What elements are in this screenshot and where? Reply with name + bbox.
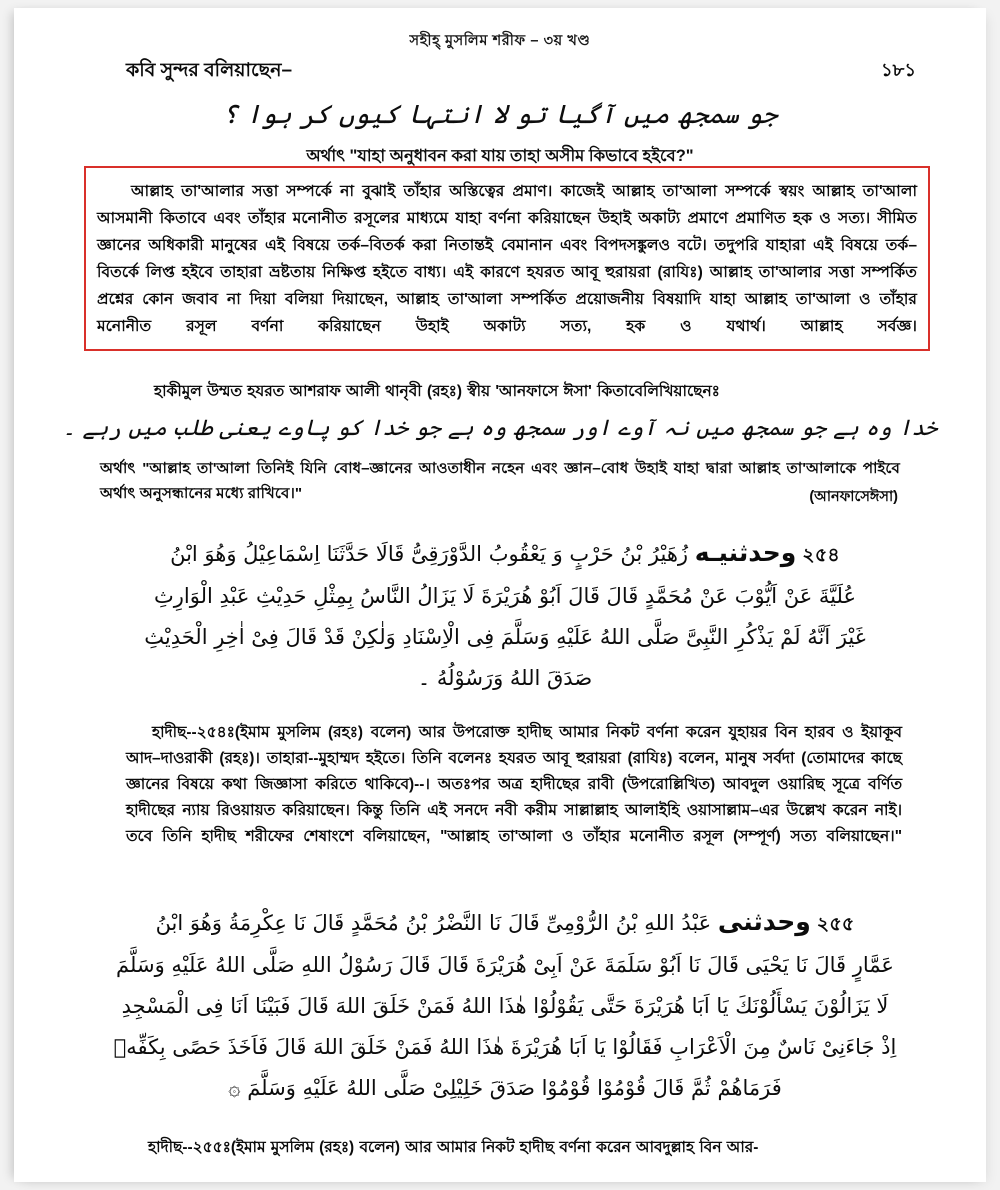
- thanvi-intro-paragraph: হাকীমুল উম্মত হযরত আশরাফ আলী থানৃবী (রহঃ) স্বীয় 'আনফাসে ঈসা' কিতাবেলিখিয়াছেনঃ: [154, 383, 720, 400]
- hadith-255-translation-text: (ইমাম মুসলিম (রহঃ) বলেন) আর আমার নিকট হাদীছ বর্ণনা করেন আবদুল্লাহ বিন আর-: [230, 1139, 759, 1156]
- hadith-number-255: ২৫৫: [816, 914, 855, 935]
- arabic-hadith-block-255: [110, 901, 900, 1109]
- arabic-line: [110, 1068, 900, 1109]
- page-scan-content: [14, 8, 986, 1182]
- running-head: সহীহ্ মুসলিম শরীফ – ৩য় খণ্ড: [409, 33, 591, 49]
- hadith-254-translation-text: (ইমাম মুসলিম (রহঃ) বলেন) আর উপরোক্ত হাদীছ আমার নিকট বর্ণনা করেন যুহায়র বিন হারব ও ইয়াকূব আদ–দাওরাকী (রহঃ)। তাহারা--মুহাম্মদ হইতে। তিনি বলেনঃ হযরত আবূ হুরায়রা (রাযিঃ) বলেন, মানুষ সর্বদা (তোমাদের কাছে জ্ঞানের বিষয়ে কথা জিজ্ঞাসা করিতে থাকিবে)--। অতঃপর অত্র হাদীছের রাবী (উপরোল্লিখিত) আবদুল ওয়ারিছ সূত্রে বর্ণিত হাদীছের ন্যায় রিওয়ায়ত করিয়াছেন। কিন্তু তিনি এই সনদে নবী করীম সাল্লাল্লাহ আলাইহি ওয়াসাল্লাম–এর উল্লেখ করেন নাই। তবে তিনি হাদীছ শরীফের শেষাংশে বলিয়াছেন, "আল্লাহ তা'আলা ও তাঁহার মনোনীত রসূল (সম্পূর্ণ) সত্য বলিয়াছেন।": [126, 724, 903, 845]
- scanned-page-sheet: [14, 8, 986, 1182]
- urdu-couplet-secondary-gloss: অর্থাৎ "আল্লাহ তা'আলা তিনিই যিনি বোধ–জ্ঞানের আওতাধীন নহেন এবং জ্ঞান–বোধ উহাই যাহা দ্বারা আল্লাহ তা'আলাকে পাইবে অর্থাৎ অনুসন্ধানের মধ্যে রাখিবে।": [100, 460, 900, 502]
- arabic-line: [110, 658, 900, 699]
- arabic-line: [110, 945, 900, 986]
- arabic-text: لَا يَزَالُوْنَ يَسْأَلُوْنَكَ يَا اَبَا هُرَيْرَةَ حَتَّى يَقُوْلُوْا هٰذَا اللهُ فَمَنْ خَلَقَ اللهَ قَالَ فَبَيْنَا اَنَا فِى الْمَسْجِدِ: [121, 994, 889, 1018]
- arabic-text: عُلَيَّةَ عَنْ اَيُّوْبَ عَنْ مُحَمَّدٍ قَالَ قَالَ اَبُوْ هُرَيْرَةَ لَا يَزَالُ النَّاسُ بِمِثْلِ حَدِيْثِ عَبْدِ الْوَارِثِ: [153, 584, 857, 608]
- arabic-line: [110, 532, 900, 576]
- arabic-text: اِذْ جَاءَنِىْ نَاسٌ مِنَ الْاَعْرَابِ فَقَالُوْا يَا اَبَا هُرَيْرَةَ هٰذَا اللهُ فَمَنْ خَلَقَ اللهَ قَالَ فَاَخَذَ حَصًى بِكَفِّهٖ: [113, 1035, 897, 1059]
- arabic-text: فَرَمَاهُمْ ثُمَّ قَالَ قُوْمُوْا قُوْمُوْا صَدَقَ خَلِيْلِىْ صَلَّى اللهُ عَلَيْهِ وَسَلَّمَ ۞: [228, 1076, 782, 1100]
- headline-row: [126, 56, 916, 88]
- hadith-number-254: ২৫৪: [802, 545, 840, 566]
- arabic-text: عَبْدُ اللهِ بْنُ الرُّوْمِىِّ قَالَ نَا النَّضْرُ بْنُ مُحَمَّدٍ قَالَ نَا عِكْرِمَةُ وَهُوَ ابْنُ: [155, 911, 712, 935]
- headline-lead-text: কবি সুন্দর বলিয়াছেন–: [126, 60, 293, 81]
- arabic-text: غَيْرَ اَنَّهُ لَمْ يَذْكُرِ النَّبِىَّ صَلَّى اللهُ عَلَيْهِ وَسَلَّمَ فِى الْاِسْنَادِ وَلٰكِنْ قَدْ قَالَ فِىْ اٰخِرِ الْحَدِيْثِ: [144, 625, 866, 649]
- source-citation: (আনফাসেঈসা): [809, 489, 898, 505]
- arabic-text: صَدَقَ اللهُ وَرَسُوْلُهُ ۔: [417, 666, 593, 690]
- hadith-254-translation-paragraph: [126, 720, 902, 850]
- urdu-couplet-primary-gloss: অর্থাৎ "যাহা অনুধাবন করা যায় তাহা অসীম কিভাবে হইবে?": [306, 147, 694, 165]
- arabic-line: [110, 986, 900, 1027]
- arabic-text: عَمَّارٍ قَالَ نَا يَحْيَى قَالَ نَا اَبُوْ سَلَمَةَ عَنْ اَبِىْ هُرَيْرَةَ قَالَ قَالَ رَسُوْلُ اللهِ صَلَّى اللهُ عَلَيْهِ وَسَلَّمَ: [116, 953, 894, 977]
- arabic-line: [110, 1027, 900, 1068]
- highlight-box-paragraph: আল্লাহ তা'আলার সত্তা সম্পর্কে না বুঝাই তাঁহার অস্তিত্বের প্রমাণ। কাজেই আল্লাহ তা'আলা সম্পর্কে স্বয়ং আল্লাহ তা'আলা আসমানী কিতাবে এবং তাঁহার মনোনীত রসূলের মাধ্যমে যাহা বর্ণনা করিয়াছেন উহাই অকাট্য প্রমাণে প্রমাণিত হক ও সত্য। সীমিত জ্ঞানের অধিকারী মানুষের এই বিষয়ে তর্ক–বিতর্ক করা নিতান্তই বেমানান এবং বিপদসঙ্কুলও বটে। তদুপরি যাহারা এই বিষয়ে তর্ক–বিতর্কে লিপ্ত হইবে তাহারা ভ্রষ্টতায় নিক্ষিপ্ত হইতে বাধ্য। এই কারণে হযরত আবূ হুরায়রা (রাযিঃ) আল্লাহ তা'আলার সত্তা সম্পর্কিত প্রশ্নের কোন জবাব না দিয়া বলিয়া দিয়াছেন, আল্লাহ তা'আলা সম্পর্কিত প্রয়োজনীয় বিষয়াদি যাহা আল্লাহ তা'আলা ও তাঁহার মনোনীত রসূল বর্ণনা করিয়াছেন উহাই অকাট্য সত্য, হক ও যথার্থ। আল্লাহ সর্বজ্ঞ।: [97, 183, 917, 335]
- page-number: ১৮১: [880, 60, 916, 80]
- highlight-box: [84, 166, 930, 351]
- urdu-couplet-secondary: خدا وہ ہے جو سمجھ میں نہ آوے اور سمجھ وہ ہے جو خدا کو پاوے یعنی طلب میں رہے ۔: [62, 416, 938, 441]
- arabic-hadith-block-254: [110, 532, 900, 699]
- hadith-255-translation-label: হাদীছ--২৫৫ঃ: [148, 1139, 231, 1156]
- arabic-line: [110, 617, 900, 658]
- arabic-line: [110, 901, 900, 945]
- arabic-line: [110, 576, 900, 617]
- urdu-couplet-primary: جو سمجھ میں آگیا تو لا انتہا کیوں کر ہوا ؟: [222, 100, 778, 130]
- hadith-254-translation-label: হাদীছ--২৫৪ঃ: [152, 724, 235, 741]
- arabic-text: زُهَيْرُ بْنُ حَرْبٍ وَ يَعْقُوبُ الدَّوْرَقِىُّ قَالَا حَدَّثَنَا اِسْمَاعِيْلُ وَهُوَ ابْنُ: [170, 542, 689, 566]
- tahdith-formula-255: وحدثنى: [717, 907, 811, 936]
- hadith-255-translation-paragraph: [126, 1135, 902, 1161]
- tahdith-formula-254: وحدثنيـه: [694, 538, 797, 567]
